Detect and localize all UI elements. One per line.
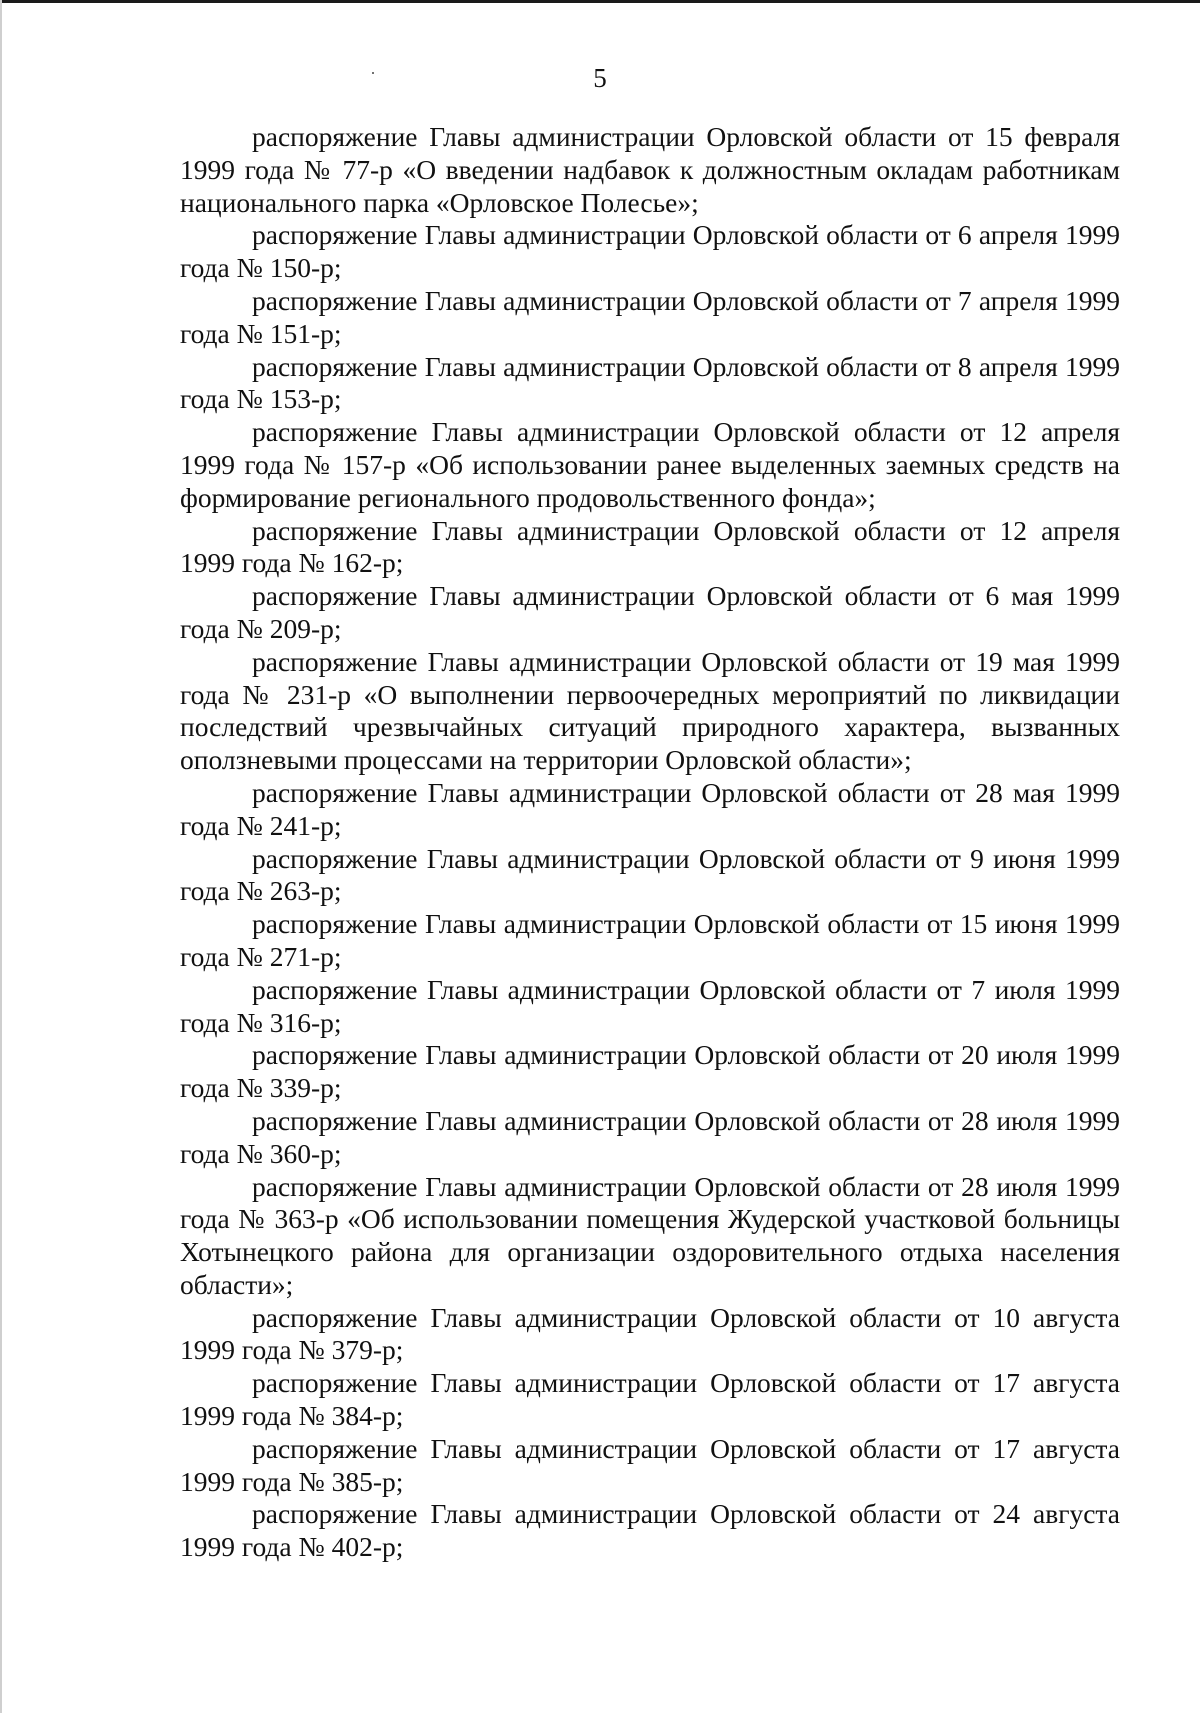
list-item: распоряжение Главы администрации Орловской области от 19 мая 1999 года № 231-р «О выполнении первоочередных мероприятий по ликвидации последствий чрезвычайных ситуаций природного характера, вызванных оползневыми процессами на территории Орловской области»; <box>180 645 1120 776</box>
list-item: распоряжение Главы администрации Орловской области от 15 июня 1999 года № 271-р; <box>180 908 1120 972</box>
list-item: распоряжение Главы администрации Орловской области от 24 августа 1999 года № 402-р; <box>180 1498 1120 1563</box>
list-item: распоряжение Главы администрации Орловской области от 8 апреля 1999 года № 153-р; <box>180 350 1120 415</box>
list-item: распоряжение Главы администрации Орловской области от 17 августа 1999 года № 384-р; <box>180 1367 1120 1432</box>
list-item: распоряжение Главы администрации Орловской области от 28 мая 1999 года № 241-р; <box>180 776 1120 841</box>
list-item: распоряжение Главы администрации Орловской области от 7 апреля 1999 года № 151-р; <box>180 284 1120 349</box>
page-number: 5 <box>593 63 607 93</box>
list-item: распоряжение Главы администрации Орловской области от 7 июля 1999 года № 316-р; <box>180 973 1120 1038</box>
scan-top-border <box>0 0 1200 3</box>
document-body <box>180 121 1120 1564</box>
list-item: распоряжение Главы администрации Орловской области от 15 февраля 1999 года № 77-р «О введении надбавок к должностным окладам работникам национального парка «Орловское Полесье»; <box>180 121 1120 218</box>
list-item: распоряжение Главы администрации Орловской области от 28 июля 1999 года № 363-р «Об использовании помещения Жудерской участковой больницы Хотынецкого района для организации оздоровительного отдыха населения области»; <box>180 1170 1120 1300</box>
list-item: распоряжение Главы администрации Орловской области от 10 августа 1999 года № 379-р; <box>180 1301 1120 1366</box>
list-item: распоряжение Главы администрации Орловской области от 17 августа 1999 года № 385-р; <box>180 1432 1120 1497</box>
list-item: распоряжение Главы администрации Орловской области от 28 июля 1999 года № 360-р; <box>180 1104 1120 1169</box>
scan-left-edge <box>0 0 2 1713</box>
list-item: распоряжение Главы администрации Орловской области от 9 июня 1999 года № 263-р; <box>180 842 1120 907</box>
list-item: распоряжение Главы администрации Орловской области от 6 мая 1999 года № 209-р; <box>180 580 1120 644</box>
list-item: распоряжение Главы администрации Орловской области от 12 апреля 1999 года № 162-р; <box>180 514 1120 579</box>
list-item: распоряжение Главы администрации Орловской области от 20 июля 1999 года № 339-р; <box>180 1039 1120 1104</box>
list-item: распоряжение Главы администрации Орловской области от 12 апреля 1999 года № 157-р «Об использовании ранее выделенных заемных средств на формирование регионального продовольственного фонда»; <box>180 416 1120 513</box>
list-item: распоряжение Главы администрации Орловской области от 6 апреля 1999 года № 150-р; <box>180 219 1120 284</box>
